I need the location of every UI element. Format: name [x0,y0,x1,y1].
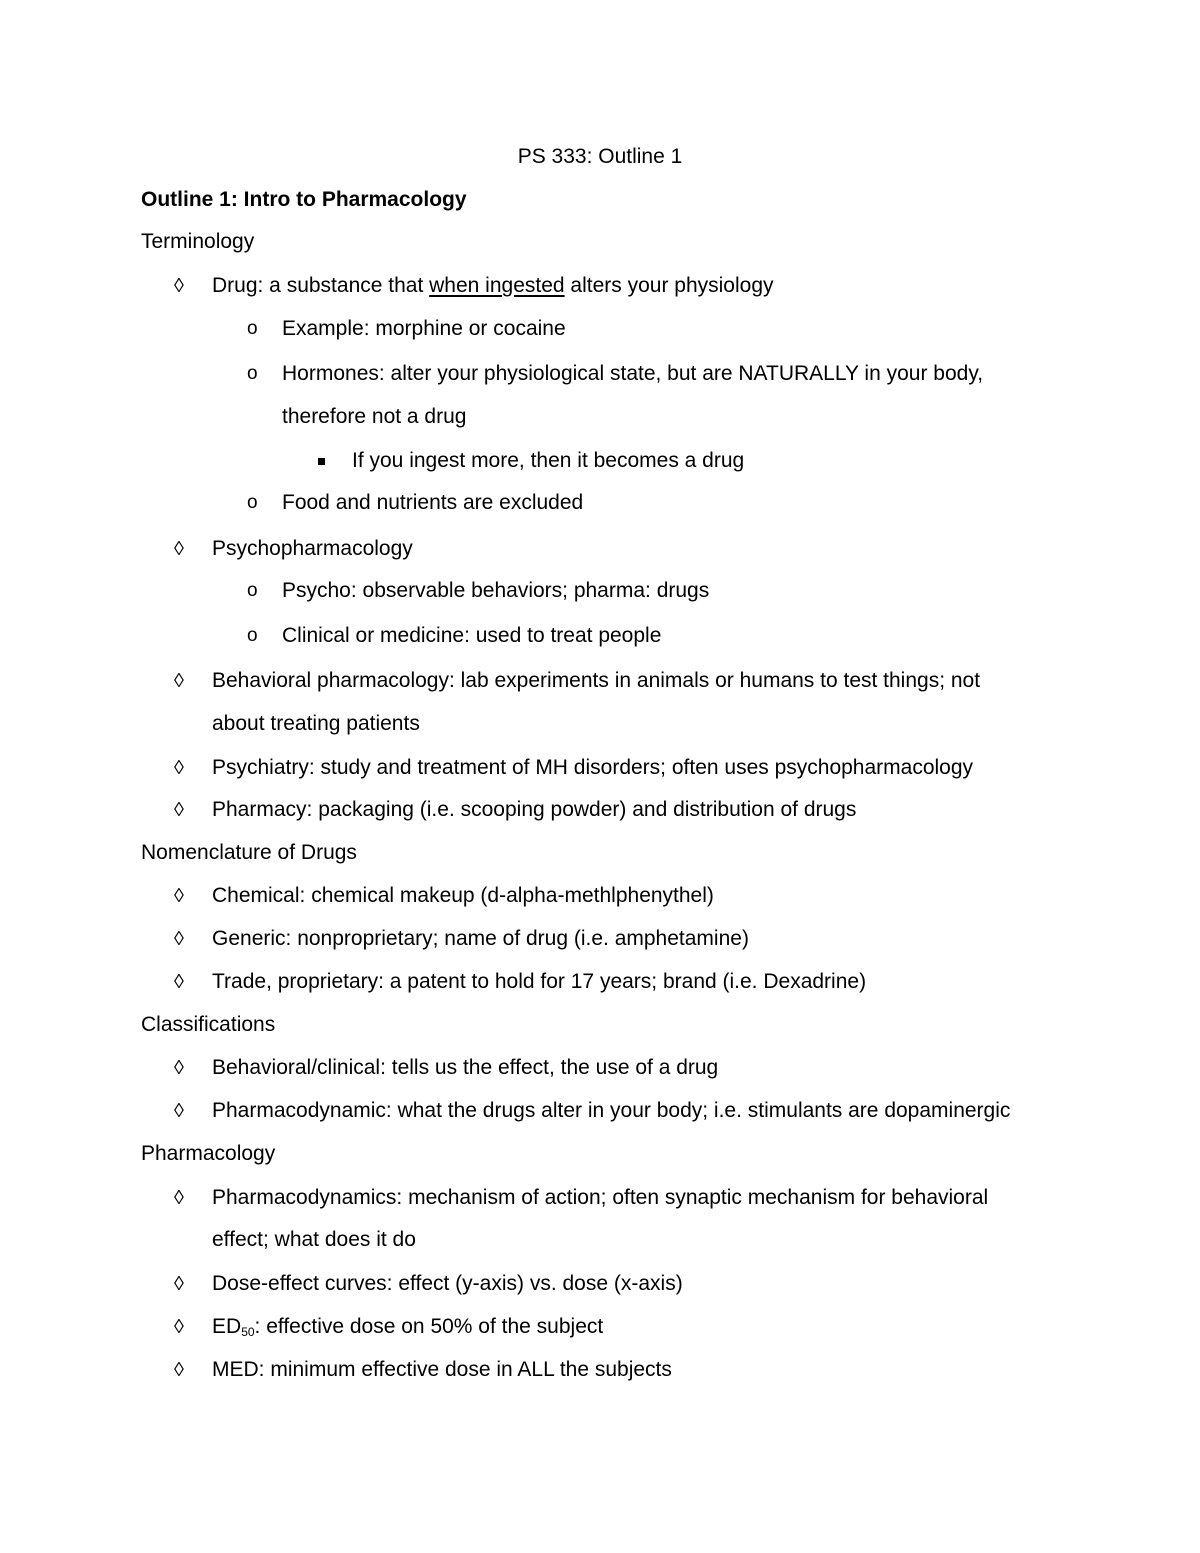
section-classifications: Classifications [141,1013,276,1036]
diamond-bullet-icon: ◊ [174,799,184,821]
list-item-hormones: Hormones: alter your physiological state, but are NATURALLY in your body, [282,362,984,385]
list-item-ingest-more: If you ingest more, then it becomes a drug [352,449,745,472]
diamond-bullet-icon: ◊ [174,971,184,993]
list-item-psychiatry: Psychiatry: study and treatment of MH disorders; often uses psychopharmacology [212,756,974,779]
list-item-chemical: Chemical: chemical makeup (d-alpha-methlphenythel) [212,884,714,907]
diamond-bullet-icon: ◊ [174,1273,184,1295]
diamond-bullet-icon: ◊ [174,1359,184,1381]
section-pharmacology: Pharmacology [141,1142,276,1165]
circle-bullet-icon: o [247,363,258,384]
section-nomenclature: Nomenclature of Drugs [141,841,357,864]
list-item-food: Food and nutrients are excluded [282,491,584,514]
list-item-behavioral-pharmacology: Behavioral pharmacology: lab experiments in animals or humans to test things; not [212,669,981,692]
list-item-pharmacodynamics-cont: effect; what does it do [212,1228,416,1251]
list-item-pharmacy: Pharmacy: packaging (i.e. scooping powder) and distribution of drugs [212,798,857,821]
outline-heading: Outline 1: Intro to Pharmacology [141,188,467,211]
diamond-bullet-icon: ◊ [174,538,184,560]
list-item-hormones-cont: therefore not a drug [282,405,467,428]
list-item-clinical: Clinical or medicine: used to treat people [282,624,662,647]
circle-bullet-icon: o [247,580,258,601]
list-item-ed50: $ED_{50}$: effective dose on 50% of the subject [212,1315,604,1339]
diamond-bullet-icon: ◊ [174,1100,184,1122]
diamond-bullet-icon: ◊ [174,1187,184,1209]
list-item-trade: Trade, proprietary: a patent to hold for 17 years; brand (i.e. Dexadrine) [212,970,867,993]
diamond-bullet-icon: ◊ [174,1057,184,1079]
list-item-psychopharmacology: Psychopharmacology [212,537,413,560]
list-item-drug: Drug: a substance that when ingested alters your physiology [212,274,774,297]
diamond-bullet-icon: ◊ [174,670,184,692]
circle-bullet-icon: o [247,318,258,339]
underlined-phrase: when ingested [429,274,565,297]
circle-bullet-icon: o [247,625,258,646]
list-item-generic: Generic: nonproprietary; name of drug (i.e. amphetamine) [212,927,749,950]
square-bullet-icon [318,448,325,474]
subscript: 50 [241,1325,255,1339]
list-item-behavioral-clinical: Behavioral/clinical: tells us the effect, the use of a drug [212,1056,719,1079]
list-item-med: MED: minimum effective dose in ALL the subjects [212,1358,672,1381]
section-terminology: Terminology [141,230,255,253]
diamond-bullet-icon: ◊ [174,757,184,779]
list-item-dose-effect: Dose-effect curves: effect (y-axis) vs. dose (x-axis) [212,1272,683,1295]
diamond-bullet-icon: ◊ [174,928,184,950]
diamond-bullet-icon: ◊ [174,885,184,907]
diamond-bullet-icon: ◊ [174,275,184,297]
list-item-example: Example: morphine or cocaine [282,317,566,340]
list-item-pharmacodynamic: Pharmacodynamic: what the drugs alter in your body; i.e. stimulants are dopaminergic [212,1099,1011,1122]
list-item-pharmacodynamics: Pharmacodynamics: mechanism of action; often synaptic mechanism for behavioral [212,1186,989,1209]
list-item-behavioral-pharmacology-cont: about treating patients [212,712,420,735]
circle-bullet-icon: o [247,492,258,513]
document-title: PS 333: Outline 1 [517,145,683,168]
diamond-bullet-icon: ◊ [174,1316,184,1338]
list-item-psycho: Psycho: observable behaviors; pharma: drugs [282,579,710,602]
